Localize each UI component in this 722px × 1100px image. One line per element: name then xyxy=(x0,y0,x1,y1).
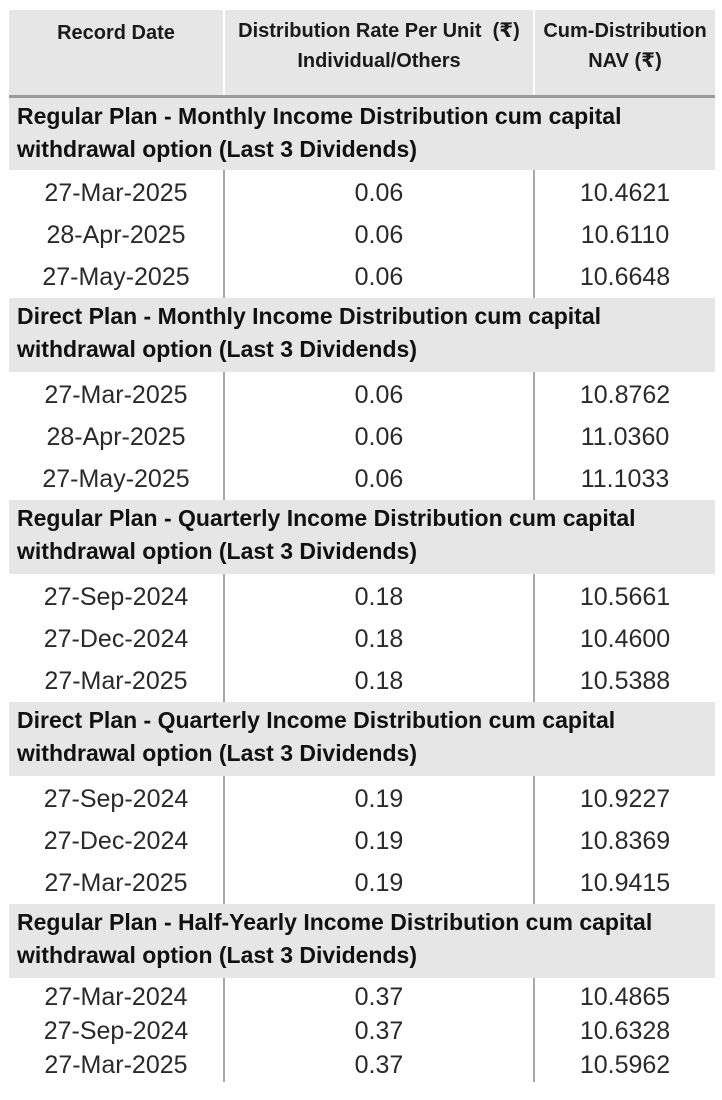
record-date: 27-Sep-2024 xyxy=(43,785,189,813)
cum-distribution-nav: 10.6328 xyxy=(534,1014,715,1048)
distribution-rate: 0.18 xyxy=(224,660,534,702)
table-header xyxy=(9,10,715,96)
cum-distribution-nav: 10.4865 xyxy=(534,978,715,1014)
section-title xyxy=(9,702,715,776)
table-row xyxy=(9,372,715,416)
table-row xyxy=(9,978,715,1014)
table-row xyxy=(9,820,715,862)
cum-distribution-nav: 10.5661 xyxy=(534,574,715,618)
section-title-line2: withdrawal option (Last 3 Dividends) xyxy=(17,336,417,362)
section-title-line1: Regular Plan - Quarterly Income Distribution cum capital xyxy=(17,505,636,531)
section-title-row xyxy=(9,500,715,574)
record-date: 27-Sep-2024 xyxy=(43,583,189,611)
section-title-row xyxy=(9,96,715,170)
cum-distribution-nav: 10.6110 xyxy=(534,214,715,256)
table-row xyxy=(9,776,715,820)
header-record-date-label: Record Date xyxy=(57,22,175,44)
cum-distribution-nav: 10.9227 xyxy=(534,776,715,820)
record-date: 28-Apr-2025 xyxy=(46,423,186,451)
record-date: 27-May-2025 xyxy=(42,465,190,493)
table-row xyxy=(9,170,715,214)
header-nav-line2: NAV (₹) xyxy=(588,50,662,72)
distribution-rate: 0.37 xyxy=(224,1014,534,1048)
section-monthly-direct xyxy=(9,298,715,500)
section-quarterly-direct xyxy=(9,702,715,904)
cum-distribution-nav: 11.1033 xyxy=(534,458,715,500)
table-row xyxy=(9,862,715,904)
table-row xyxy=(9,416,715,458)
record-date: 27-Sep-2024 xyxy=(43,1017,189,1045)
table-row xyxy=(9,214,715,256)
section-title xyxy=(9,298,715,372)
record-date: 27-Dec-2024 xyxy=(43,625,189,653)
record-date: 27-Mar-2024 xyxy=(44,983,188,1011)
section-title-line1: Direct Plan - Quarterly Income Distribution cum capital xyxy=(17,707,616,733)
record-date: 27-May-2025 xyxy=(42,263,190,291)
header-record-date xyxy=(9,10,224,96)
table-row xyxy=(9,660,715,702)
header-rate-line1: Distribution Rate Per Unit (₹) xyxy=(238,20,520,42)
section-quarterly-regular xyxy=(9,500,715,702)
section-half-yearly-regular xyxy=(9,904,715,1082)
record-date: 27-Mar-2025 xyxy=(44,179,188,207)
header-nav-line1: Cum-Distribution xyxy=(543,20,707,42)
record-date: 27-Mar-2025 xyxy=(44,869,188,897)
section-title-row xyxy=(9,904,715,978)
distribution-rate: 0.37 xyxy=(224,1048,534,1082)
header-distribution-rate xyxy=(224,10,534,96)
section-title-line1: Direct Plan - Monthly Income Distribution cum capital xyxy=(17,303,602,329)
distribution-rate: 0.19 xyxy=(224,862,534,904)
cum-distribution-nav: 10.8762 xyxy=(534,372,715,416)
distribution-rate: 0.37 xyxy=(224,978,534,1014)
header-row xyxy=(9,10,715,96)
record-date: 27-Dec-2024 xyxy=(43,827,189,855)
section-title xyxy=(9,96,715,170)
distribution-rate: 0.19 xyxy=(224,820,534,862)
cum-distribution-nav: 10.5388 xyxy=(534,660,715,702)
distribution-rate: 0.06 xyxy=(224,256,534,298)
distribution-rate: 0.06 xyxy=(224,416,534,458)
section-title-line2: withdrawal option (Last 3 Dividends) xyxy=(17,942,417,968)
section-title-line2: withdrawal option (Last 3 Dividends) xyxy=(17,135,417,162)
table-row xyxy=(9,256,715,298)
distribution-rate: 0.18 xyxy=(224,618,534,660)
cum-distribution-nav: 10.9415 xyxy=(534,862,715,904)
dividend-history-table xyxy=(9,10,715,1082)
cum-distribution-nav: 10.5962 xyxy=(534,1048,715,1082)
section-title xyxy=(9,904,715,978)
table-row xyxy=(9,618,715,660)
distribution-rate: 0.06 xyxy=(224,214,534,256)
section-title-row xyxy=(9,298,715,372)
distribution-rate: 0.06 xyxy=(224,458,534,500)
cum-distribution-nav: 10.4621 xyxy=(534,170,715,214)
record-date: 27-Mar-2025 xyxy=(44,1051,188,1079)
cum-distribution-nav: 10.6648 xyxy=(534,256,715,298)
section-title-line1: Regular Plan - Monthly Income Distribution cum capital xyxy=(17,102,622,129)
table-row xyxy=(9,1014,715,1048)
distribution-rate: 0.06 xyxy=(224,372,534,416)
header-cum-nav xyxy=(534,10,715,96)
header-rate-line2: Individual/Others xyxy=(297,50,461,72)
table-row xyxy=(9,458,715,500)
record-date: 28-Apr-2025 xyxy=(46,221,186,249)
section-title-line2: withdrawal option (Last 3 Dividends) xyxy=(17,538,417,564)
section-title-row xyxy=(9,702,715,776)
section-title-line1: Regular Plan - Half-Yearly Income Distribution cum capital xyxy=(17,909,653,935)
table-row xyxy=(9,574,715,618)
record-date: 27-Mar-2025 xyxy=(44,667,188,695)
section-monthly-regular xyxy=(9,96,715,298)
cum-distribution-nav: 10.4600 xyxy=(534,618,715,660)
distribution-rate: 0.18 xyxy=(224,574,534,618)
cum-distribution-nav: 10.8369 xyxy=(534,820,715,862)
record-date: 27-Mar-2025 xyxy=(44,381,188,409)
distribution-rate: 0.06 xyxy=(224,170,534,214)
cum-distribution-nav: 11.0360 xyxy=(534,416,715,458)
distribution-rate: 0.19 xyxy=(224,776,534,820)
section-title-line2: withdrawal option (Last 3 Dividends) xyxy=(17,740,417,766)
section-title xyxy=(9,500,715,574)
table-row xyxy=(9,1048,715,1082)
